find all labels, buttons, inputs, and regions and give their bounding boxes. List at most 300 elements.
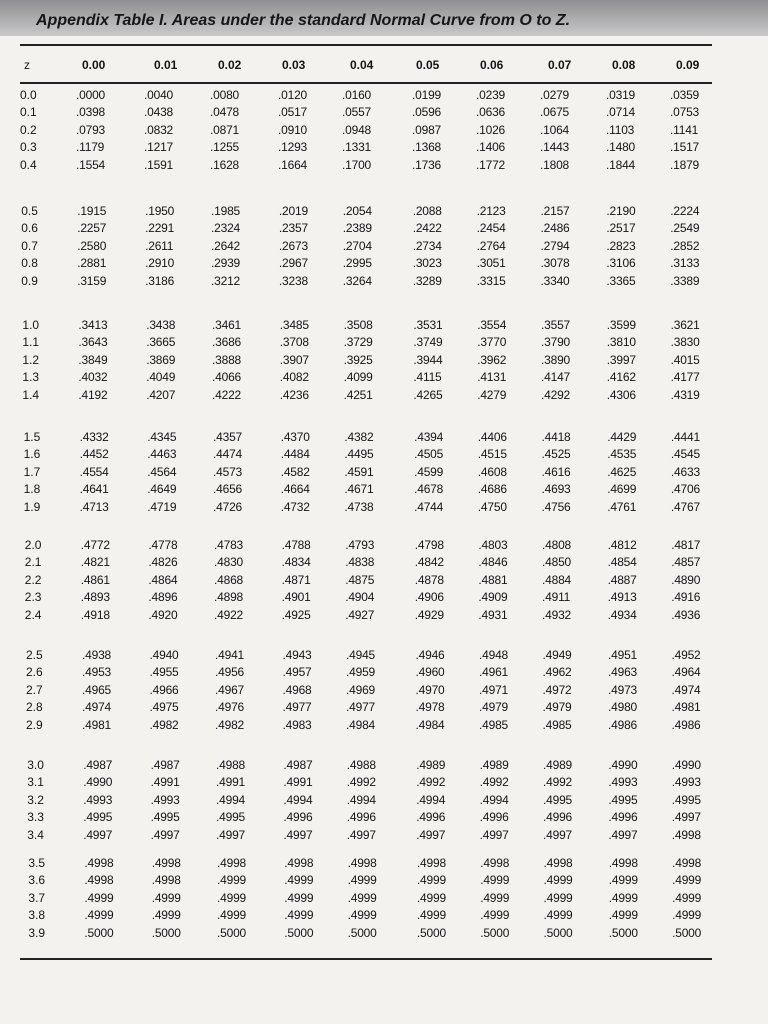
area-value: .4999 (284, 908, 314, 923)
area-value: .2764 (476, 238, 506, 253)
area-value: .4793 (345, 538, 375, 552)
area-value: .4998 (671, 827, 701, 842)
area-value: .3289 (412, 273, 442, 288)
area-value: .3962 (477, 352, 507, 367)
area-value: .4995 (671, 792, 701, 807)
area-value: .3413 (78, 318, 108, 332)
z-value: 3.5 (28, 856, 46, 870)
area-value: .3461 (212, 318, 242, 332)
area-value: .4713 (79, 499, 109, 514)
area-value: .1141 (670, 122, 699, 137)
area-value: .1554 (76, 157, 106, 172)
area-value: .4972 (542, 682, 572, 697)
area-value: .4147 (541, 370, 571, 385)
area-value: .2123 (476, 204, 506, 218)
area-value: .4909 (478, 590, 508, 605)
area-value: .1517 (670, 140, 700, 155)
area-value: .4993 (671, 775, 701, 790)
area-value: .2088 (412, 204, 442, 218)
area-value: .4920 (148, 607, 178, 622)
area-value: .4955 (149, 665, 179, 680)
area-value: .3944 (413, 352, 443, 367)
area-value: .4382 (344, 430, 374, 444)
area-value: .4993 (150, 792, 180, 807)
area-value: .1103 (606, 122, 635, 137)
area-value: .4999 (84, 908, 114, 923)
area-value: .4990 (83, 775, 113, 790)
area-value: .4996 (416, 810, 446, 825)
z-value: 0.6 (21, 221, 38, 236)
area-value: .0199 (412, 88, 442, 102)
area-value: .4995 (83, 810, 113, 825)
area-value: .3264 (342, 273, 372, 288)
area-value: .4582 (280, 464, 310, 479)
area-value: .4979 (542, 700, 572, 715)
area-value: .5000 (416, 925, 446, 940)
area-value: .2190 (606, 204, 636, 218)
area-value: .4994 (416, 792, 446, 807)
area-value: .3023 (412, 256, 442, 271)
area-value: .4932 (542, 607, 572, 622)
area-value: .4693 (541, 482, 571, 497)
area-value: .4808 (542, 538, 572, 552)
area-value: .2967 (278, 256, 308, 271)
area-value: .1293 (278, 140, 308, 155)
area-value: .4998 (608, 856, 638, 870)
area-value: .4994 (479, 792, 509, 807)
area-value: .2224 (670, 204, 700, 218)
z-value: 0.7 (21, 238, 38, 253)
area-value: .2642 (211, 238, 241, 253)
area-value: .4861 (80, 572, 110, 587)
area-value: .3557 (541, 318, 571, 332)
area-value: .0675 (540, 105, 570, 120)
table-row (20, 239, 712, 256)
area-value: .4974 (671, 682, 701, 697)
area-value: .4999 (217, 873, 247, 888)
col-header-7: 0.07 (548, 58, 572, 72)
area-value: .5000 (543, 925, 573, 940)
area-value: .3849 (78, 352, 108, 367)
col-header-4: 0.04 (350, 58, 374, 72)
z-value: 0.1 (20, 105, 37, 120)
area-value: .4936 (671, 607, 701, 622)
z-value: 2.5 (26, 648, 43, 662)
table-row (20, 482, 712, 499)
area-value: .1368 (412, 140, 442, 155)
area-value: .4394 (414, 430, 444, 444)
table-row (20, 221, 712, 238)
area-value: .4997 (283, 827, 313, 842)
area-value: .4925 (281, 607, 311, 622)
area-value: .4999 (347, 890, 377, 905)
area-value: .4987 (150, 758, 180, 772)
z-value: 3.7 (28, 890, 46, 905)
area-value: .2881 (77, 256, 107, 271)
area-value: .4997 (543, 827, 573, 842)
area-value: .4115 (413, 370, 442, 385)
area-value: .1591 (144, 157, 174, 172)
z-value: 1.3 (22, 370, 40, 385)
area-value: .4999 (672, 873, 702, 888)
area-value: .2257 (77, 221, 107, 236)
area-value: .4767 (670, 499, 700, 514)
area-value: .2794 (540, 238, 570, 253)
area-value: .4918 (80, 607, 110, 622)
area-value: .4616 (541, 464, 571, 479)
z-value: 1.5 (23, 430, 41, 444)
area-value: .4970 (415, 682, 445, 697)
table-body (20, 0, 712, 960)
area-value: .4974 (82, 700, 112, 715)
area-value: .1179 (76, 140, 105, 155)
area-value: .4957 (282, 665, 312, 680)
area-value: .4573 (213, 464, 243, 479)
area-value: .4591 (344, 464, 374, 479)
table-row (20, 793, 712, 810)
area-value: .4991 (150, 775, 180, 790)
area-value: .0871 (210, 122, 240, 137)
area-value: .4998 (672, 856, 702, 870)
area-value: .2852 (670, 238, 700, 253)
area-value: .4973 (608, 682, 638, 697)
area-value: .3365 (606, 273, 636, 288)
area-value: .4896 (148, 590, 178, 605)
area-value: .2823 (606, 238, 636, 253)
area-value: .4994 (283, 792, 313, 807)
area-value: .4984 (415, 717, 445, 732)
area-value: .4997 (83, 827, 113, 842)
table-row (20, 555, 712, 572)
table-title: Appendix Table I. Areas under the standard Normal Curve from O to Z. (36, 12, 571, 29)
area-value: .4992 (346, 775, 376, 790)
area-value: .4999 (416, 890, 446, 905)
area-value: .4964 (671, 665, 701, 680)
area-value: .4927 (345, 607, 375, 622)
area-value: .0000 (76, 88, 106, 102)
area-value: .4292 (541, 387, 571, 402)
table-row (20, 388, 712, 405)
area-value: .3643 (78, 335, 108, 350)
area-value: .4999 (543, 890, 573, 905)
area-value: .0478 (210, 105, 240, 120)
area-value: .4945 (346, 648, 376, 662)
area-value: .0319 (606, 88, 636, 102)
area-value: .3665 (146, 335, 176, 350)
z-value: 2.8 (26, 700, 43, 715)
bottom-rule (20, 958, 712, 960)
area-value: .4406 (477, 430, 507, 444)
area-value: .0793 (76, 122, 106, 137)
z-value: 1.6 (23, 447, 41, 462)
area-value: .4998 (84, 856, 114, 870)
area-value: .4332 (79, 430, 109, 444)
area-value: .4032 (78, 370, 108, 385)
area-value: .4738 (344, 499, 374, 514)
area-value: .4846 (478, 555, 508, 570)
area-value: .4967 (215, 682, 245, 697)
table-row (20, 105, 712, 122)
z-value: 0.2 (20, 122, 37, 137)
area-value: .2486 (540, 221, 570, 236)
area-value: .4996 (608, 810, 638, 825)
area-value: .3212 (211, 273, 241, 288)
area-value: .5000 (480, 925, 510, 940)
area-value: .4515 (477, 447, 507, 462)
area-value: .4929 (414, 607, 444, 622)
area-value: .0910 (278, 122, 308, 137)
area-value: .4975 (149, 700, 179, 715)
area-value: .4960 (415, 665, 445, 680)
area-value: .4996 (543, 810, 573, 825)
area-value: .4265 (413, 387, 443, 402)
area-value: .4082 (279, 370, 309, 385)
area-value: .0438 (144, 105, 174, 120)
area-value: .4678 (414, 482, 444, 497)
area-value: .1808 (540, 157, 570, 172)
area-value: .4798 (414, 538, 444, 552)
area-value: .3890 (541, 352, 571, 367)
area-value: .4989 (416, 758, 446, 772)
table-row (20, 353, 712, 370)
area-value: .2939 (211, 256, 241, 271)
area-value: .4535 (607, 447, 637, 462)
area-value: .4966 (149, 682, 179, 697)
area-value: .4969 (346, 682, 376, 697)
area-value: .3340 (540, 273, 570, 288)
area-value: .4992 (543, 775, 573, 790)
area-value: .4649 (147, 482, 177, 497)
area-value: .4817 (671, 538, 701, 552)
area-value: .4842 (414, 555, 444, 570)
table-row (20, 158, 712, 175)
table-row (20, 123, 712, 140)
area-value: .1064 (540, 122, 570, 137)
area-value: .4761 (607, 499, 637, 514)
z-value: 2.0 (24, 538, 42, 552)
area-value: .4999 (151, 908, 181, 923)
area-value: .4783 (214, 538, 244, 552)
area-value: .2157 (540, 204, 570, 218)
area-value: .4997 (608, 827, 638, 842)
area-value: .0239 (476, 88, 506, 102)
area-value: .4999 (480, 908, 510, 923)
col-header-0: 0.00 (82, 58, 106, 72)
area-value: .2389 (342, 221, 372, 236)
area-value: .4999 (480, 890, 510, 905)
area-value: .2291 (145, 221, 175, 236)
table-row (20, 718, 712, 735)
z-value: 3.1 (27, 775, 44, 790)
area-value: .4999 (543, 873, 573, 888)
area-value: .4744 (414, 499, 444, 514)
area-value: .2734 (412, 238, 442, 253)
area-value: .4049 (146, 370, 176, 385)
area-value: .4066 (212, 370, 242, 385)
area-value: .3708 (279, 335, 309, 350)
z-value: 3.8 (28, 908, 46, 923)
area-value: .0080 (210, 88, 240, 102)
area-value: .4981 (671, 700, 701, 715)
area-value: .4878 (414, 572, 444, 587)
area-value: .4999 (672, 908, 702, 923)
area-value: .0596 (412, 105, 442, 120)
area-value: .2357 (278, 221, 308, 236)
area-value: .4854 (607, 555, 637, 570)
table-row (20, 335, 712, 352)
z-value: 2.6 (26, 665, 43, 680)
z-value: 1.1 (22, 335, 40, 350)
area-value: .3531 (413, 318, 443, 332)
area-value: .4991 (216, 775, 246, 790)
area-value: .1664 (278, 157, 308, 172)
area-value: .4834 (281, 555, 311, 570)
area-value: .2454 (476, 221, 506, 236)
table-row (20, 873, 712, 890)
area-value: .4830 (214, 555, 244, 570)
table-row (20, 318, 712, 335)
area-value: .5000 (84, 925, 114, 940)
area-value: .3159 (77, 273, 107, 288)
area-value: .0832 (144, 122, 174, 137)
area-value: .3238 (278, 273, 308, 288)
col-header-5: 0.05 (416, 58, 440, 72)
area-value: .4633 (670, 464, 700, 479)
table-row (20, 758, 712, 775)
z-value: 2.1 (24, 555, 42, 570)
area-value: .3438 (146, 318, 176, 332)
area-value: .0714 (606, 105, 636, 120)
z-value: 3.4 (27, 827, 44, 842)
area-value: .4949 (542, 648, 572, 662)
z-value: 1.4 (22, 387, 40, 402)
table-row (20, 828, 712, 845)
area-value: .1628 (210, 157, 240, 172)
area-value: .4959 (346, 665, 376, 680)
area-value: .4345 (147, 430, 177, 444)
area-value: .4306 (606, 387, 636, 402)
area-value: .4951 (608, 648, 638, 662)
area-value: .4826 (148, 555, 178, 570)
table-row (20, 665, 712, 682)
area-value: .4599 (414, 464, 444, 479)
area-value: .4699 (607, 482, 637, 497)
z-value: 0.3 (20, 140, 37, 155)
area-value: .4418 (541, 430, 571, 444)
col-header-1: 0.01 (154, 58, 178, 72)
area-value: .3051 (476, 256, 506, 271)
area-value: .4131 (477, 370, 507, 385)
area-value: .4999 (480, 873, 510, 888)
area-value: .3729 (343, 335, 373, 350)
area-value: .4251 (343, 387, 373, 402)
area-value: .4998 (217, 856, 247, 870)
area-value: .4990 (608, 758, 638, 772)
area-value: .4625 (607, 464, 637, 479)
area-value: .5000 (672, 925, 702, 940)
area-value: .4922 (214, 607, 244, 622)
area-value: .4989 (479, 758, 509, 772)
area-value: .4671 (344, 482, 374, 497)
area-value: .3106 (606, 256, 636, 271)
area-value: .4554 (79, 464, 109, 479)
area-value: .4995 (543, 792, 573, 807)
area-value: .3830 (670, 335, 700, 350)
area-value: .4207 (146, 387, 176, 402)
area-value: .4997 (150, 827, 180, 842)
area-value: .4875 (345, 572, 375, 587)
area-value: .4990 (671, 758, 701, 772)
area-value: .4971 (479, 682, 509, 697)
area-value: .4976 (215, 700, 245, 715)
area-value: .2422 (412, 221, 442, 236)
area-value: .4162 (606, 370, 636, 385)
area-value: .4995 (150, 810, 180, 825)
table-row (20, 88, 712, 105)
area-value: .0636 (476, 105, 506, 120)
area-value: .4948 (479, 648, 509, 662)
area-value: .4099 (343, 370, 373, 385)
area-value: .1443 (540, 140, 570, 155)
area-value: .4997 (216, 827, 246, 842)
area-value: .4884 (542, 572, 572, 587)
z-value: 0.8 (21, 256, 38, 271)
area-value: .4997 (416, 827, 446, 842)
area-value: .3133 (670, 256, 700, 271)
area-value: .4998 (543, 856, 573, 870)
area-value: .4962 (542, 665, 572, 680)
area-value: .4981 (82, 717, 112, 732)
table-row (20, 573, 712, 590)
area-value: .4999 (672, 890, 702, 905)
area-value: .4999 (608, 890, 638, 905)
area-value: .0359 (670, 88, 700, 102)
area-value: .4656 (213, 482, 243, 497)
area-value: .4987 (83, 758, 113, 772)
area-value: .1255 (210, 140, 240, 155)
area-value: .4505 (414, 447, 444, 462)
table-row (20, 608, 712, 625)
area-value: .0948 (342, 122, 372, 137)
area-value: .4998 (284, 856, 314, 870)
area-value: .4772 (80, 538, 110, 552)
area-value: .3888 (212, 352, 242, 367)
area-value: .1026 (476, 122, 506, 137)
area-value: .4015 (670, 352, 700, 367)
area-value: .1879 (670, 157, 700, 172)
z-value: 1.8 (23, 482, 41, 497)
area-value: .4803 (478, 538, 508, 552)
table-row (20, 590, 712, 607)
area-value: .4953 (82, 665, 112, 680)
area-value: .0557 (342, 105, 372, 120)
area-value: .4641 (79, 482, 109, 497)
area-value: .4999 (217, 890, 247, 905)
area-value: .3790 (541, 335, 571, 350)
area-value: .0753 (670, 105, 700, 120)
table-row (20, 140, 712, 157)
area-value: .4988 (216, 758, 246, 772)
area-value: .4999 (608, 908, 638, 923)
area-value: .4993 (608, 775, 638, 790)
table-row (20, 500, 712, 517)
area-value: .4931 (478, 607, 508, 622)
area-value: .2910 (145, 256, 175, 271)
area-value: .4985 (542, 717, 572, 732)
area-value: .3770 (477, 335, 507, 350)
area-value: .4965 (82, 682, 112, 697)
area-value: .4881 (478, 572, 508, 587)
